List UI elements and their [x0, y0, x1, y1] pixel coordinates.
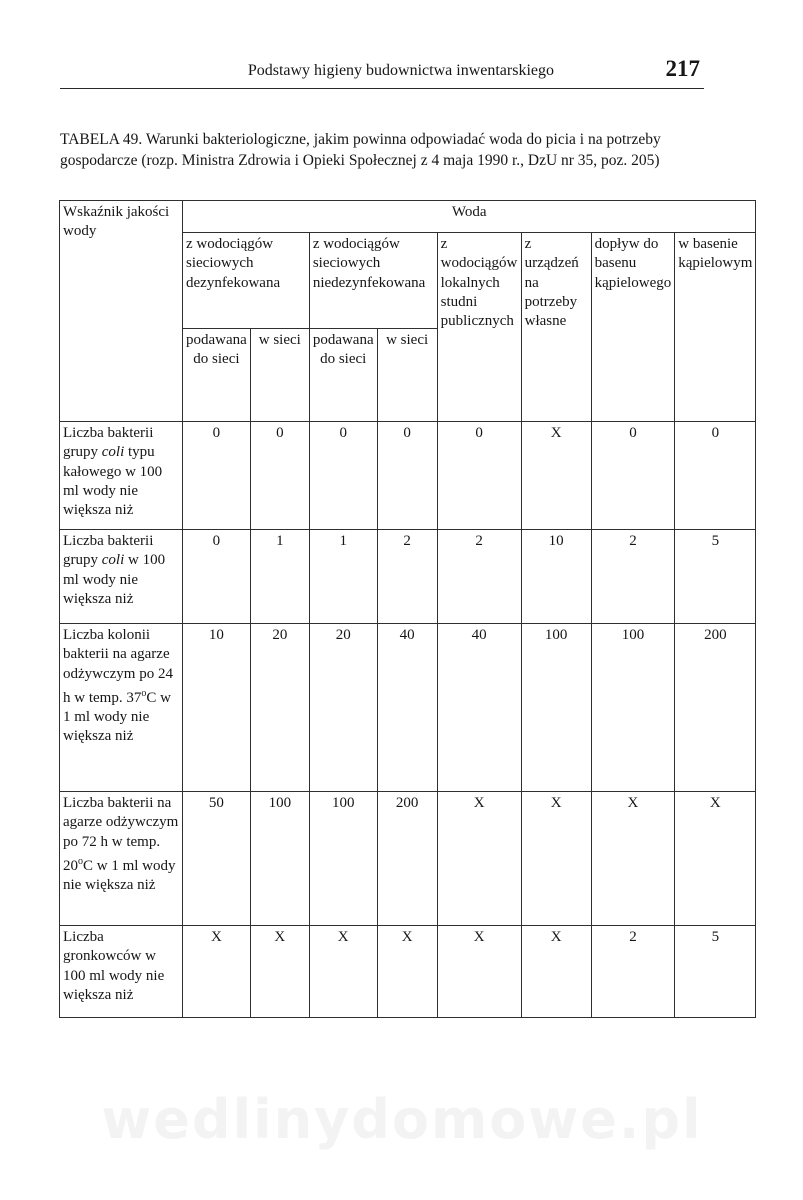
table-cell: 0	[250, 422, 309, 530]
table-cell: 100	[521, 624, 591, 792]
table-cell: X	[437, 792, 521, 926]
running-head	[60, 56, 704, 89]
table-cell: 100	[591, 624, 675, 792]
table-cell: 0	[591, 422, 675, 530]
table-cell: X	[521, 926, 591, 1018]
table-cell: 0	[183, 530, 251, 624]
table-cell: 200	[377, 792, 437, 926]
table-cell: X	[591, 792, 675, 926]
table-cell: 10	[521, 530, 591, 624]
table-cell: 2	[591, 926, 675, 1018]
subcol-w-sieci-1: w sieci	[250, 329, 309, 422]
table-cell: 50	[183, 792, 251, 926]
table-cell: 2	[377, 530, 437, 624]
table-cell: X	[521, 422, 591, 530]
table-cell: 0	[183, 422, 251, 530]
table-cell: 0	[437, 422, 521, 530]
table-cell: 10	[183, 624, 251, 792]
table-row	[60, 422, 756, 530]
table-cell: X	[309, 926, 377, 1018]
table-cell: X	[521, 792, 591, 926]
table-cell: 20	[250, 624, 309, 792]
row-label: Liczba bakterii na agarze odżywczym po 72 h w temp. 20$^o$C w 1 ml wody nie większa niż	[60, 792, 183, 926]
table-cell: X	[437, 926, 521, 1018]
water-quality-table	[59, 200, 756, 1018]
table-cell: 1	[309, 530, 377, 624]
table-cell: 0	[675, 422, 756, 530]
table-cell: X	[377, 926, 437, 1018]
table-cell: 1	[250, 530, 309, 624]
table-cell: 40	[377, 624, 437, 792]
table-cell: 100	[250, 792, 309, 926]
stub-header: Wskaźnik jakości wody	[60, 201, 183, 422]
col-basen-kapielowy: w basenie kąpielowym	[675, 233, 756, 422]
col-sieciowe-dezynfekowana: z wodociągów sieciowych dezynfekowana	[183, 233, 310, 329]
table-cell: 5	[675, 530, 756, 624]
watermark: wedlinydomowe.pl	[101, 1088, 703, 1151]
col-doplyw-basen: dopływ do basenu kąpielowego	[591, 233, 675, 422]
row-label: Liczba bakterii grupy coli w 100 ml wody nie większa niż	[60, 530, 183, 624]
table-row	[60, 926, 756, 1018]
table-cell: 5	[675, 926, 756, 1018]
table-cell: 200	[675, 624, 756, 792]
table-cell: X	[675, 792, 756, 926]
table-cell: X	[183, 926, 251, 1018]
group-header-woda: Woda	[183, 201, 756, 233]
table-row	[60, 530, 756, 624]
table-row	[60, 624, 756, 792]
table-body	[60, 422, 756, 1018]
table-cell: 0	[309, 422, 377, 530]
table-cell: X	[250, 926, 309, 1018]
table-caption: TABELA 49. Warunki bakteriologiczne, jakim powinna odpowiadać woda do picia i na potrzeby gospodarcze (rozp. Ministra Zdrowia i Opieki Społecznej z 4 maja 1990 r., DzU nr 35, poz. 205)	[60, 131, 661, 169]
running-title: Podstawy higieny budownictwa inwentarskiego	[247, 62, 554, 79]
row-label: Liczba bakterii grupy coli typu kałowego w 100 ml wody nie większa niż	[60, 422, 183, 530]
table-cell: 40	[437, 624, 521, 792]
subcol-podawana-do-sieci-1: podawana do sieci	[183, 329, 251, 422]
col-sieciowe-niedezynfekowana: z wodociągów sieciowych niedezynfekowana	[309, 233, 437, 329]
table-cell: 2	[591, 530, 675, 624]
col-urzadzenia-wlasne: z urządzeń na potrzeby własne	[521, 233, 591, 422]
page-number: 217	[665, 56, 700, 81]
table-cell: 2	[437, 530, 521, 624]
row-label: Liczba gronkowców w 100 ml wody nie większa niż	[60, 926, 183, 1018]
table-cell: 20	[309, 624, 377, 792]
table-row	[60, 792, 756, 926]
subcol-w-sieci-2: w sieci	[377, 329, 437, 422]
table-cell: 0	[377, 422, 437, 530]
row-label: Liczba kolonii bakterii na agarze odżywczym po 24 h w temp. 37$^o$C w 1 ml wody nie większa niż	[60, 624, 183, 792]
col-lokalne-studnie: z wodociągów lokalnych studni publicznych	[437, 233, 521, 422]
subcol-podawana-do-sieci-2: podawana do sieci	[309, 329, 377, 422]
table-cell: 100	[309, 792, 377, 926]
